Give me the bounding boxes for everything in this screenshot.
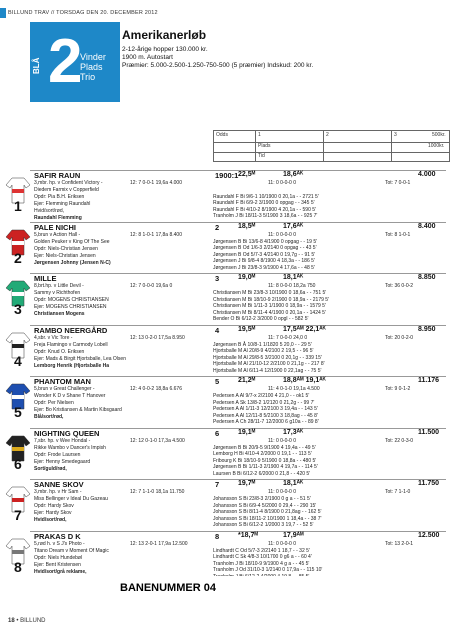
horse-post: 8 (215, 531, 220, 541)
race-title: Amerikanerløb (122, 28, 207, 42)
horse-best: 17,5ᴬᴹ 22,1ᴬᴷ (283, 325, 326, 333)
race-info-line-3: Præmier: 5.000-2.500-1.250-750-500 (5 præmier) Indskud: 200 kr. (122, 62, 314, 69)
bet-types (80, 52, 106, 82)
bet-type-2: Plads (80, 62, 103, 72)
grid-plads: Plads (258, 143, 271, 149)
race-history-row: Jørgensen B Od 1/6-3 2/2140 0 opgag - - 43 5' (213, 245, 317, 251)
race-history-row: Jørgensen B Bi 20/9-5 9/1900 4 19,4a - - 49 5' (213, 444, 316, 451)
race-color-label: BLÅ (32, 57, 41, 74)
horse-name: PALE NICHI (34, 222, 76, 232)
race-history-row: Tranholm J Od 31/10-3 1/2140 0 17,9a - - 115 10' (213, 567, 323, 573)
horse-owner: Ejer: Bent Kristensen (34, 561, 81, 568)
grid-c5: 1000kr. (428, 143, 445, 149)
entry-6 (0, 428, 451, 480)
race-history-row: Jørgensen B Od 5/7-3 4/2140 0 19,7g - - 91 5' (213, 251, 316, 258)
race-history-row: Jørgensen B Å 10/8-1 1/1820 5 20,0 - - 29 5' (213, 341, 312, 348)
horse-time: *18,7ᴹ (238, 531, 258, 539)
horse-breeder: Opdr: Niels Hundebøl (34, 554, 83, 561)
footer-brand: BILLUND (20, 618, 46, 624)
horse-breeder: Opdr: Niels-Christian Jensen (34, 245, 98, 252)
entry-4 (0, 325, 451, 377)
stats-12: 12: 13 0-2-0 17,5a 8.950 (130, 334, 185, 341)
race-history-row: Diedem Farmix v Copperfield (34, 187, 99, 193)
race-history-row: Christiansen M Bi 23/8-3 10/1900 0 18,6a - - 751 5' (213, 290, 327, 296)
grid-tid: Tid (258, 153, 265, 159)
stats-12: 12: 7 0-0-1 19,6a 4.000 (130, 180, 182, 186)
entry-1 (0, 170, 451, 222)
horse-breeder: Opdr: Per Nielsen (34, 400, 74, 406)
entry-number: 3 (14, 301, 22, 317)
stats-total: Tot: 8 1-0-1 (385, 231, 411, 238)
horse-post: 2 (215, 222, 220, 232)
race-history-row: Jørgensen B Bi 13/6-8 4/1900 0 opgag - - 19 5' (213, 238, 318, 245)
horse-best: 18,1ᴬᴷ (283, 480, 304, 487)
horse-best: 17,3ᴬᴷ (283, 428, 304, 436)
race-history-row: Hjortsballe M Al 29/8-5 3/2100 0 20,1g - - 339 15' (213, 354, 322, 361)
stats-total: Tot: 9 0-1-2 (385, 386, 411, 392)
race-history-row: Pedersen A Al 9/7-x 2/2100 4 21,0 - - ok1 5' (213, 393, 310, 399)
race-history-row: Pedersen A Sk 13/8-2 1/2120 0 21,2g - - 99 7' (213, 399, 315, 406)
entry-number: 4 (14, 352, 22, 369)
horse-dam: Sammy v Richthofen (34, 290, 81, 296)
horse-post: 4 (215, 325, 220, 335)
horse-prize: 8.850 (418, 274, 436, 281)
entry-number: 6 (14, 455, 22, 472)
race-history-row: Jørgensen J Bi 9/8-4 8/1900 4 18,3a - - 186 5' (213, 258, 315, 264)
stats-11: 11: 0 0-0-0 0 (268, 180, 296, 186)
race-history-row: Johansson S Bi 6/12-2 1/2000 3 19,7 - - 52 5' (213, 522, 314, 528)
horse-breeder: Opdr: Knud O. Eriksen (34, 348, 85, 355)
grid-odds: Odds (216, 132, 228, 138)
horse-prize: 4.000 (418, 171, 436, 178)
horse-owner: Ejer: MOGENS CHRISTIANSEN (34, 304, 107, 310)
race-history-row: Fribourg K Bi 18/10-9 5/1900 0 18,8a - - 480 5' (213, 457, 317, 464)
race-info (122, 46, 313, 70)
horse-dam: Wonder K D v Shane T Hanover (34, 393, 106, 399)
stats-total: Tot: 13 2-0-1 (385, 540, 414, 547)
horse-name: PHANTOM MAN (34, 377, 91, 386)
race-number: 2 (48, 27, 83, 96)
entry-number: 2 (14, 249, 22, 266)
horse-dam: Golden Peuker v King Of The See (34, 238, 110, 245)
horse-time: 19,1ᴹ (238, 428, 256, 436)
race-history-row: Pedersen A Al 12/11-8 5/2100 3 18,8ag - - 45 8' (213, 412, 318, 419)
stats-11: 11: 0 0-0-0 0 (268, 231, 296, 238)
race-history-row: Jørgensen J Bi 23/8-3 9/1900 4 17,6a - - 48 5' (213, 264, 315, 271)
stats-total: Tot: 7 1-1-0 (385, 489, 411, 495)
stats-total: Tot: 36 0-0-2 (385, 283, 414, 289)
stats-12: 12: 13 2-0-1 17,9a 12.500 (130, 540, 188, 547)
horse-time: 19,0ᴹ (238, 274, 256, 281)
horse-time: 21,2ᴹ (238, 377, 256, 384)
race-history-row: Pedersen A Al 1/11-3 12/2100 3 19,4a - - 143 5' (213, 406, 318, 412)
entry-8 (0, 531, 451, 583)
race-history-row: Raundahl F Bi 6/9-2 3/1900 0 opgag - - 345 5' (213, 200, 315, 206)
horse-pedigree: 4,sbr. v Vic Tore - (34, 334, 73, 341)
horse-driver: Raundahl Flemming (34, 215, 82, 221)
horse-name: SAFIR RAUN (34, 171, 81, 180)
entry-number: 5 (14, 404, 22, 420)
horse-pedigree: 7,sbr. hp. v Wee Hondal - (34, 437, 91, 444)
horse-name: MILLE (34, 274, 57, 283)
horse-time: 22,5ᴹ (238, 171, 256, 178)
betting-grid (213, 130, 450, 162)
race-history-row: Hjortsballe M Al 20/8-9 4/2100 2 19,5 - - 96 5' (213, 348, 314, 354)
entry-3 (0, 273, 451, 325)
horse-dam: Titano Dream v Moment Of Magic (34, 547, 109, 554)
horse-prize: 11.750 (418, 480, 440, 487)
race-history-row: Raundahl F Bi 4/10-2 8/1900 4 20,1a - - 590 5' (213, 206, 316, 213)
horse-driver: Hvid/sort/rød, (34, 517, 67, 523)
horse-dam: Rikke Wambo v Dancer's Impish (34, 444, 106, 451)
horse-post: 5 (215, 377, 220, 386)
horse-pedigree: 3,mbr. hp. v Hr Sam - (34, 489, 82, 495)
race-history-row: Lemborg H Bi 4/10-4 2/2000 0 19,1 - - 113 5' (213, 451, 312, 457)
stats-12: 12: 7 0-0-0 19,6a 0 (130, 283, 173, 289)
horse-owner: Ejer: Bo Kristiansen & Martin Kibsgaard (34, 407, 122, 413)
horse-name: NIGHTING QUEEN (34, 428, 100, 438)
stats-total: Tot: 20 0-2-0 (385, 334, 414, 341)
grid-c1: 1 (258, 132, 261, 138)
horse-best: 17,9ᴬᴹ (283, 531, 304, 539)
race-history-row: Hjortsballe M Al 21/10-12 2/2100 0 21,1g - - 217 8' (213, 361, 325, 367)
race-history-row: Lindhardt C Sk 4/8-3 10/1700 0 g6 a - - 60 4' (213, 554, 312, 560)
race-history-row: Tranholm J Bi 18/10-9 9/1900 4 g a - - 45 5' (213, 560, 310, 567)
horse-owner: Ejer: Niels-Christian Jensen (34, 252, 96, 259)
horse-pedigree: 5,brun v Great Challenger - (34, 386, 95, 392)
horse-pedigree: 3,mbr. hp. v Confident Victory - (34, 180, 103, 186)
race-history-row: Pedersen A Ch 28/11-7 12/2000 6 g10a - - 89 8' (213, 419, 319, 425)
horse-post: 1900:1 (215, 171, 239, 180)
grid-c3: 3 (394, 132, 397, 138)
horse-pedigree: 8,brt.hp. v Little Devil - (34, 283, 84, 289)
entry-number: 1 (14, 198, 22, 214)
race-number-block (30, 22, 120, 102)
horse-time: 18,5ᴹ (238, 222, 256, 230)
race-history-row: Christiansen M Bi 1/11-3 1/1900 0 18,9a - - 1579 5' (213, 303, 326, 309)
race-history-row: Johansson S Bi 8/11-4 8/1900 0 21,8ag - - 162 5' (213, 509, 322, 515)
race-history-row: Johansson S Bi 6/9-4 5/2000 0 29,4 - - 290 15' (213, 502, 317, 509)
race-info-line-2: 1900 m. Autostart (122, 54, 173, 61)
horse-prize: 12.500 (418, 531, 440, 539)
grid-c2: 2 (326, 132, 329, 138)
footer-dot: • (16, 618, 21, 624)
horse-post: 3 (215, 274, 220, 283)
horse-driver: Lemborg Henrik (Hjortsballe Ha (34, 362, 110, 369)
race-history-row: Laursen B Bi 6/12-2 6/2000 0 21,8 - - 420 5' (213, 470, 311, 477)
horse-pedigree: 5,rød h. v S J's Photo - (34, 540, 85, 547)
entry-number: 8 (14, 558, 22, 575)
race-history-row: Raundahl F Bi 9/6-1 10/1900 0 20,1a - - 2721 5' (213, 193, 319, 200)
stats-11: 11: 4 0-1-0 19,1a 4.500 (268, 386, 320, 392)
stats-11: 11: 0 0-0-0 0 (268, 540, 296, 547)
entry-5 (0, 376, 451, 428)
horse-dam: Opdr: Pia B.H. Eriksen (34, 194, 85, 200)
grid-c4: 500kr. (432, 132, 446, 138)
page-header: BILLUND TRAV // TORSDAG DEN 20. DECEMBER 2012 (8, 10, 158, 16)
stats-11: 11: 0 0-0-0 0 (268, 489, 296, 495)
stats-12: 12: 8 1-0-1 17,8a 8.400 (130, 231, 182, 238)
horse-pedigree: 5,brun v Action Hall - (34, 231, 81, 238)
entry-2 (0, 222, 451, 274)
horse-name: PRAKAS D K (34, 531, 81, 541)
stats-total: Tot: 22 0-3-0 (385, 437, 414, 444)
banner-text: BANENUMMER 04 (120, 582, 216, 594)
stats-11: 11: 0 0-0-0 0 (268, 437, 296, 444)
horse-driver: Jørgensen Johnny (Jensen N-C) (34, 259, 111, 266)
race-history-row: Bender O Bi 6/12-2 3/2000 0 opgl - - 582 5' (213, 316, 309, 322)
horse-prize: 8.400 (418, 222, 436, 230)
horse-driver: Hvid/sort/grå reklame, (34, 568, 87, 575)
horse-owner: Ejer: Mads & Birgit Hjortsballe, Lea Olsen (34, 355, 126, 362)
horse-owner: Ejer: Hardy Skov (34, 510, 72, 516)
horse-best: 18,8ᴬᴹ 19,1ᴬᴷ (283, 377, 326, 384)
horse-prize: 11.500 (418, 428, 440, 436)
stats-12: 12: 7 1-1-0 18,1a 11.750 (130, 489, 185, 495)
stats-total: Tot: 7 0-0-1 (385, 180, 411, 186)
race-history-row: Christiansen M Bi 18/10-9 2/1900 0 18,9a - - 2179 5' (213, 296, 330, 303)
horse-breeder: Opdr: MOGENS CHRISTIANSEN (34, 297, 109, 303)
horse-driver: Blå/sort/rød, (34, 414, 64, 420)
horse-best: 18,1ᴬᴷ (283, 274, 304, 281)
horse-prize: 11.176 (418, 377, 440, 384)
horse-time: 19,5ᴹ (238, 325, 256, 333)
race-history-row: Johansson S Bi 23/8-3 2/1900 0 g a - - 51 5' (213, 496, 311, 502)
race-history-row: Johansson S Bi 18/11-2 10/1900 1 18,4a - - 38 7' (213, 515, 322, 522)
footer (8, 618, 45, 624)
horse-driver: Christiansen Mogens (34, 311, 85, 317)
stats-12: 12: 12 0-1-0 17,3a 4.500 (130, 437, 185, 444)
race-history-row: Jørgensen B Bi 1/11-3 2/1900 4 19,7a - - 114 5' (213, 464, 318, 470)
footer-page: 18 (8, 618, 15, 624)
stats-11: 11: 7 0-0-0 24,0 0 (268, 334, 308, 341)
horse-post: 6 (215, 428, 220, 438)
horse-driver: Sort/guld/rød, (34, 465, 67, 472)
horse-post: 7 (215, 480, 220, 489)
horse-name: RAMBO NEERGÅRD (34, 325, 108, 335)
horse-prize: 8.950 (418, 325, 436, 333)
horse-dam: Miss Bellinger v Ideal Du Gazeau (34, 496, 108, 502)
header-accent (0, 8, 6, 18)
race-info-line-1: 2-12-årige hopper 130.000 kr. (122, 46, 208, 53)
race-history-row: Hjortsballe M Al 6/11-4 12/1900 0 22,1ag - - 75 5' (213, 367, 322, 374)
race-history-row: Tranholm J Bi 18/11-3 5/1900 3 18,6a - - 925 7' (213, 213, 318, 219)
race-history-row: Christiansen M Bi 8/11-4 4/1900 0 20,1a - - 1424 5' (213, 309, 326, 316)
horse-owner: Ejer: Henny Smedegaard (34, 458, 91, 465)
horse-breeder: Opdr: Hardy Skov (34, 503, 74, 509)
entry-number: 7 (14, 507, 22, 523)
horse-best: 18,6ᴬᴷ (283, 171, 304, 178)
horse-best: 17,6ᴬᴷ (283, 222, 304, 230)
stats-11: 11: 8 0-0-0 18,2a 750 (268, 283, 316, 289)
horse-time: 19,7ᴹ (238, 480, 256, 487)
horse-breeder: Ejer: Flemming Raundahl (34, 201, 91, 207)
race-history-row: Lindhardt C Od 5/7-3 2/2140 1 18,7 - - 32 5' (213, 547, 310, 554)
entry-7 (0, 479, 451, 531)
bet-type-3: Trio (80, 72, 96, 82)
bet-type-1: Vinder (80, 52, 106, 62)
horse-owner: Hvid/sort/rød, (34, 208, 65, 214)
horse-dam: Freja Flamingo v Carmody Lobell (34, 341, 108, 348)
stats-12: 12: 4 0-0-2 18,8a 6.676 (130, 386, 182, 392)
horse-breeder: Opdr: Frode Laursen (34, 451, 81, 458)
horse-name: SANNE SKOV (34, 480, 84, 489)
